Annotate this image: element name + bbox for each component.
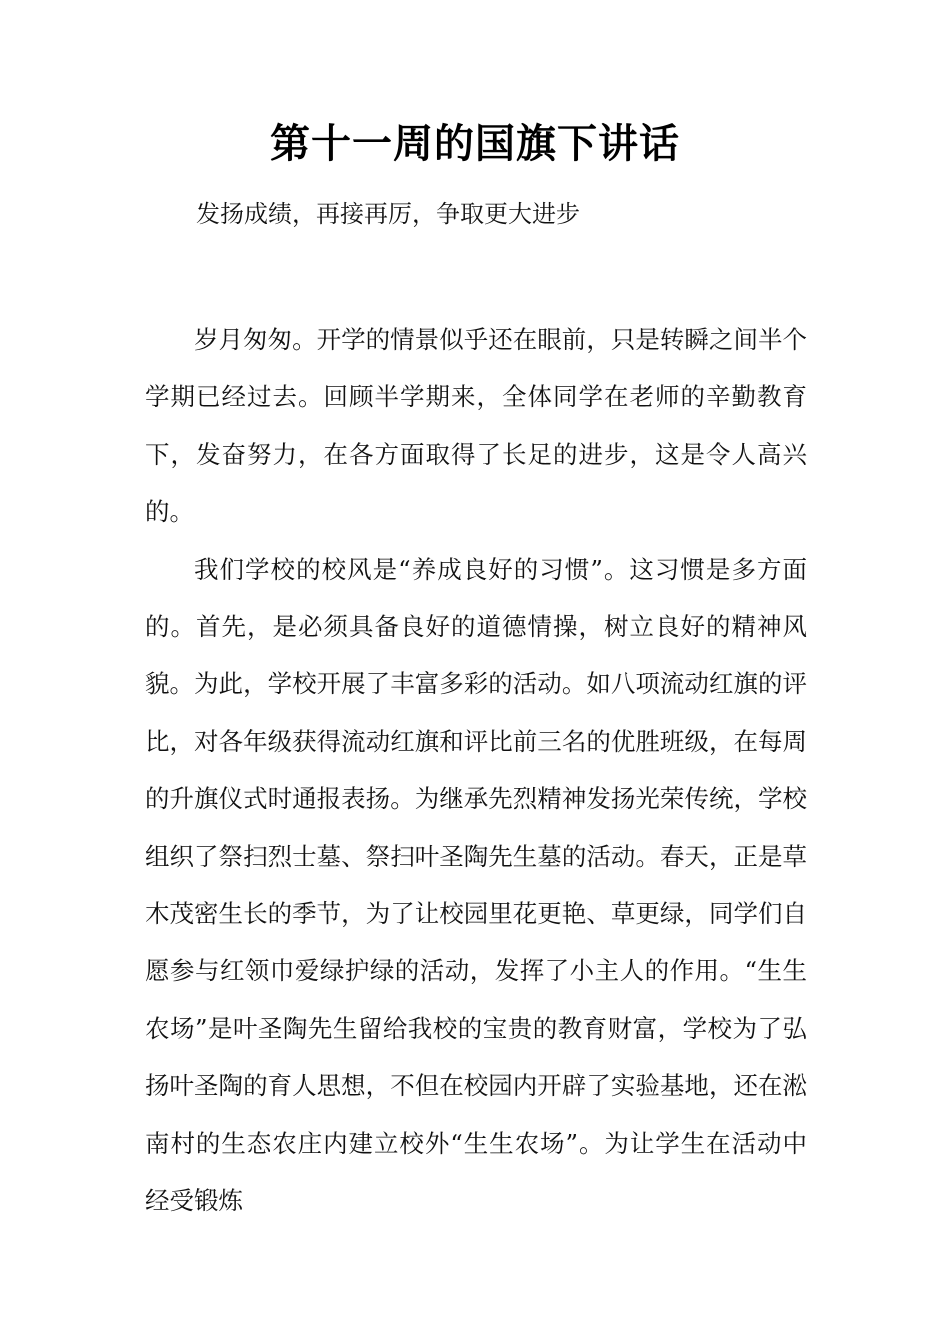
document-subtitle: 发扬成绩，再接再厉，争取更大进步 bbox=[196, 200, 580, 228]
paragraph: 我们学校的校风是“养成良好的习惯”。这习惯是多方面的。首先，是必须具备良好的道德情操，树立良好的精神风貌。为此，学校开展了丰富多彩的活动。如八项流动红旗的评比，对各年级获得流动红旗和评比前三名的优胜班级，在每周的升旗仪式时通报表扬。为继承先烈精神发扬光荣传统，学校组织了祭扫烈士墓、祭扫叶圣陶先生墓的活动。春天，正是草木茂密生长的季节，为了让校园里花更艳、草更绿，同学们自愿参与红领巾爱绿护绿的活动，发挥了小主人的作用。“生生农场”是叶圣陶先生留给我校的宝贵的教育财富，学校为了弘扬叶圣陶的育人思想，不但在校园内开辟了实验基地，还在淞南村的生态农庄内建立校外“生生农场”。为让学生在活动中经受锻炼 bbox=[145, 554, 807, 1216]
document-body bbox=[145, 311, 807, 1230]
document-title: 第十一周的国旗下讲话 bbox=[270, 120, 680, 167]
paragraph: 岁月匆匆。开学的情景似乎还在眼前，只是转瞬之间半个学期已经过去。回顾半学期来，全体同学在老师的辛勤教育下，发奋努力，在各方面取得了长足的进步，这是令人高兴的。 bbox=[145, 325, 807, 527]
